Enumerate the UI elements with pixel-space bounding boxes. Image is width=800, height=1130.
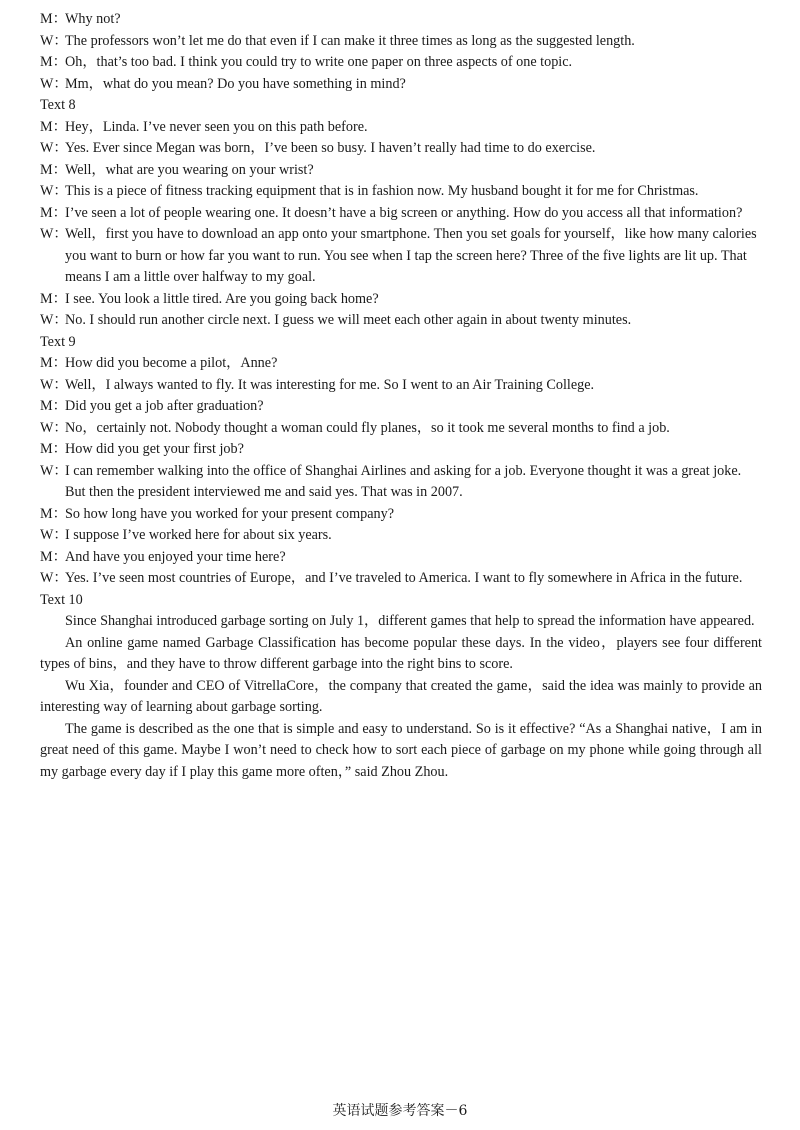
dialogue-line xyxy=(40,117,762,139)
dialogue-text: How did you get your first job? xyxy=(65,441,244,457)
dialogue-line xyxy=(40,203,762,225)
dialogue-text: I’ve seen a lot of people wearing one. It doesn’t have a big screen or anything. How do you access all that information? xyxy=(65,204,743,221)
dialogue-text: Hey，Linda. I’ve never seen you on this path before. xyxy=(65,118,368,135)
speaker-label: W： xyxy=(40,570,68,586)
dialogue-text: No. I should run another circle next. I guess we will meet each other again in about twenty minutes. xyxy=(65,312,632,328)
speaker-label: M： xyxy=(40,398,67,414)
dialogue-text: I can remember walking into the office of Shanghai Airlines and asking for a job. Everyone thought it was a great joke. But then the president interviewed me and said yes. That was in 2007. xyxy=(65,462,742,500)
dialogue-text: I suppose I’ve worked here for about six years. xyxy=(65,527,332,543)
dialogue-text: Did you get a job after graduation? xyxy=(65,398,264,414)
dialogue-line xyxy=(40,375,762,397)
speaker-label: W： xyxy=(40,75,68,92)
passage-paragraph: Since Shanghai introduced garbage sorting on July 1，different games that help to spread the information have appeared. xyxy=(65,613,755,629)
dialogue-line xyxy=(40,461,762,504)
dialogue-text: Yes. I’ve seen most countries of Europe，and I’ve traveled to America. I want to fly somewhere in Africa in the future. xyxy=(65,570,743,586)
page-footer: 英语试题参考答案－6 xyxy=(332,1103,468,1119)
dialogue-line xyxy=(40,9,762,31)
speaker-label: M： xyxy=(40,290,67,307)
dialogue-line xyxy=(40,418,762,440)
speaker-label: W： xyxy=(40,183,68,199)
dialogue-line xyxy=(40,181,762,203)
dialogue-text: Mm，what do you mean? Do you have something in mind? xyxy=(65,75,406,92)
speaker-label: M： xyxy=(40,505,67,522)
passage-paragraph: An online game named Garbage Classification has become popular these days. In the video，players see four different types of bins，and they have to throw different garbage into the right bins to score. xyxy=(40,634,762,672)
speaker-label: M： xyxy=(40,548,67,565)
dialogue-text: This is a piece of fitness tracking equipment that is in fashion now. My husband bought it for me for Christmas. xyxy=(65,183,699,199)
speaker-label: W： xyxy=(40,32,68,49)
dialogue-text: And have you enjoyed your time here? xyxy=(65,548,286,565)
dialogue-line xyxy=(40,224,762,289)
section-heading-text9: Text 9 xyxy=(40,333,76,350)
dialogue-text: Well，first you have to download an app onto your smartphone. Then you set goals for yourself，like how many calories you want to burn or how far you want to run. You see when I tap the screen here? Three of the five lights are lit up. That means I am a little over halfway to my goal. xyxy=(65,226,757,285)
speaker-label: M： xyxy=(40,118,67,135)
dialogue-text: Oh，that’s too bad. I think you could try to write one paper on three aspects of one topic. xyxy=(65,54,573,70)
section-heading-text8: Text 8 xyxy=(40,97,76,113)
speaker-label: M： xyxy=(40,54,67,70)
dialogue-line xyxy=(40,525,762,547)
speaker-label: M： xyxy=(40,441,67,457)
dialogue-line xyxy=(40,310,762,332)
dialogue-line xyxy=(40,52,762,74)
dialogue-text: Well，I always wanted to fly. It was interesting for me. So I went to an Air Training College. xyxy=(65,376,595,393)
speaker-label: W： xyxy=(40,419,68,436)
speaker-label: W： xyxy=(40,140,68,156)
speaker-label: W： xyxy=(40,462,68,479)
speaker-label: M： xyxy=(40,11,67,27)
dialogue-line xyxy=(40,568,762,590)
dialogue-text: So how long have you worked for your present company? xyxy=(65,505,394,522)
dialogue-text: No，certainly not. Nobody thought a woman could fly planes，so it took me several months to find a job. xyxy=(65,419,670,436)
dialogue-line xyxy=(40,547,762,569)
dialogue-text: Why not? xyxy=(65,11,121,27)
dialogue-line xyxy=(40,353,762,375)
dialogue-text: Well，what are you wearing on your wrist? xyxy=(65,161,314,178)
dialogue-line xyxy=(40,74,762,96)
speaker-label: W： xyxy=(40,312,68,328)
dialogue-text: I see. You look a little tired. Are you going back home? xyxy=(65,290,379,307)
speaker-label: M： xyxy=(40,355,67,371)
dialogue-line xyxy=(40,439,762,461)
dialogue-line xyxy=(40,138,762,160)
dialogue-text: Yes. Ever since Megan was born，I’ve been so busy. I haven’t really had time to do exercise. xyxy=(65,140,596,156)
dialogue-text: The professors won’t let me do that even if I can make it three times as long as the suggested length. xyxy=(65,32,635,49)
dialogue-text: How did you become a pilot，Anne? xyxy=(65,355,278,371)
document-body xyxy=(40,9,762,783)
speaker-label: M： xyxy=(40,161,67,178)
speaker-label: W： xyxy=(40,226,68,242)
section-heading-text10: Text 10 xyxy=(40,591,83,608)
passage-paragraph: Wu Xia，founder and CEO of VitrellaCore，the company that created the game，said the idea was mainly to provide an interesting way of learning about garbage sorting. xyxy=(40,677,762,715)
speaker-label: W： xyxy=(40,376,68,393)
dialogue-line xyxy=(40,504,762,526)
speaker-label: W： xyxy=(40,527,68,543)
dialogue-line xyxy=(40,289,762,311)
dialogue-line xyxy=(40,396,762,418)
dialogue-line xyxy=(40,31,762,53)
passage-paragraph: The game is described as the one that is simple and easy to understand. So is it effective? “As a Shanghai native，I am in great need of this game. Maybe I won’t need to check how to sort each piece of garbage on my phone while going through all my garbage every day if I play this game more often，” said Zhou Zhou. xyxy=(40,720,762,780)
speaker-label: M： xyxy=(40,204,67,221)
dialogue-line xyxy=(40,160,762,182)
